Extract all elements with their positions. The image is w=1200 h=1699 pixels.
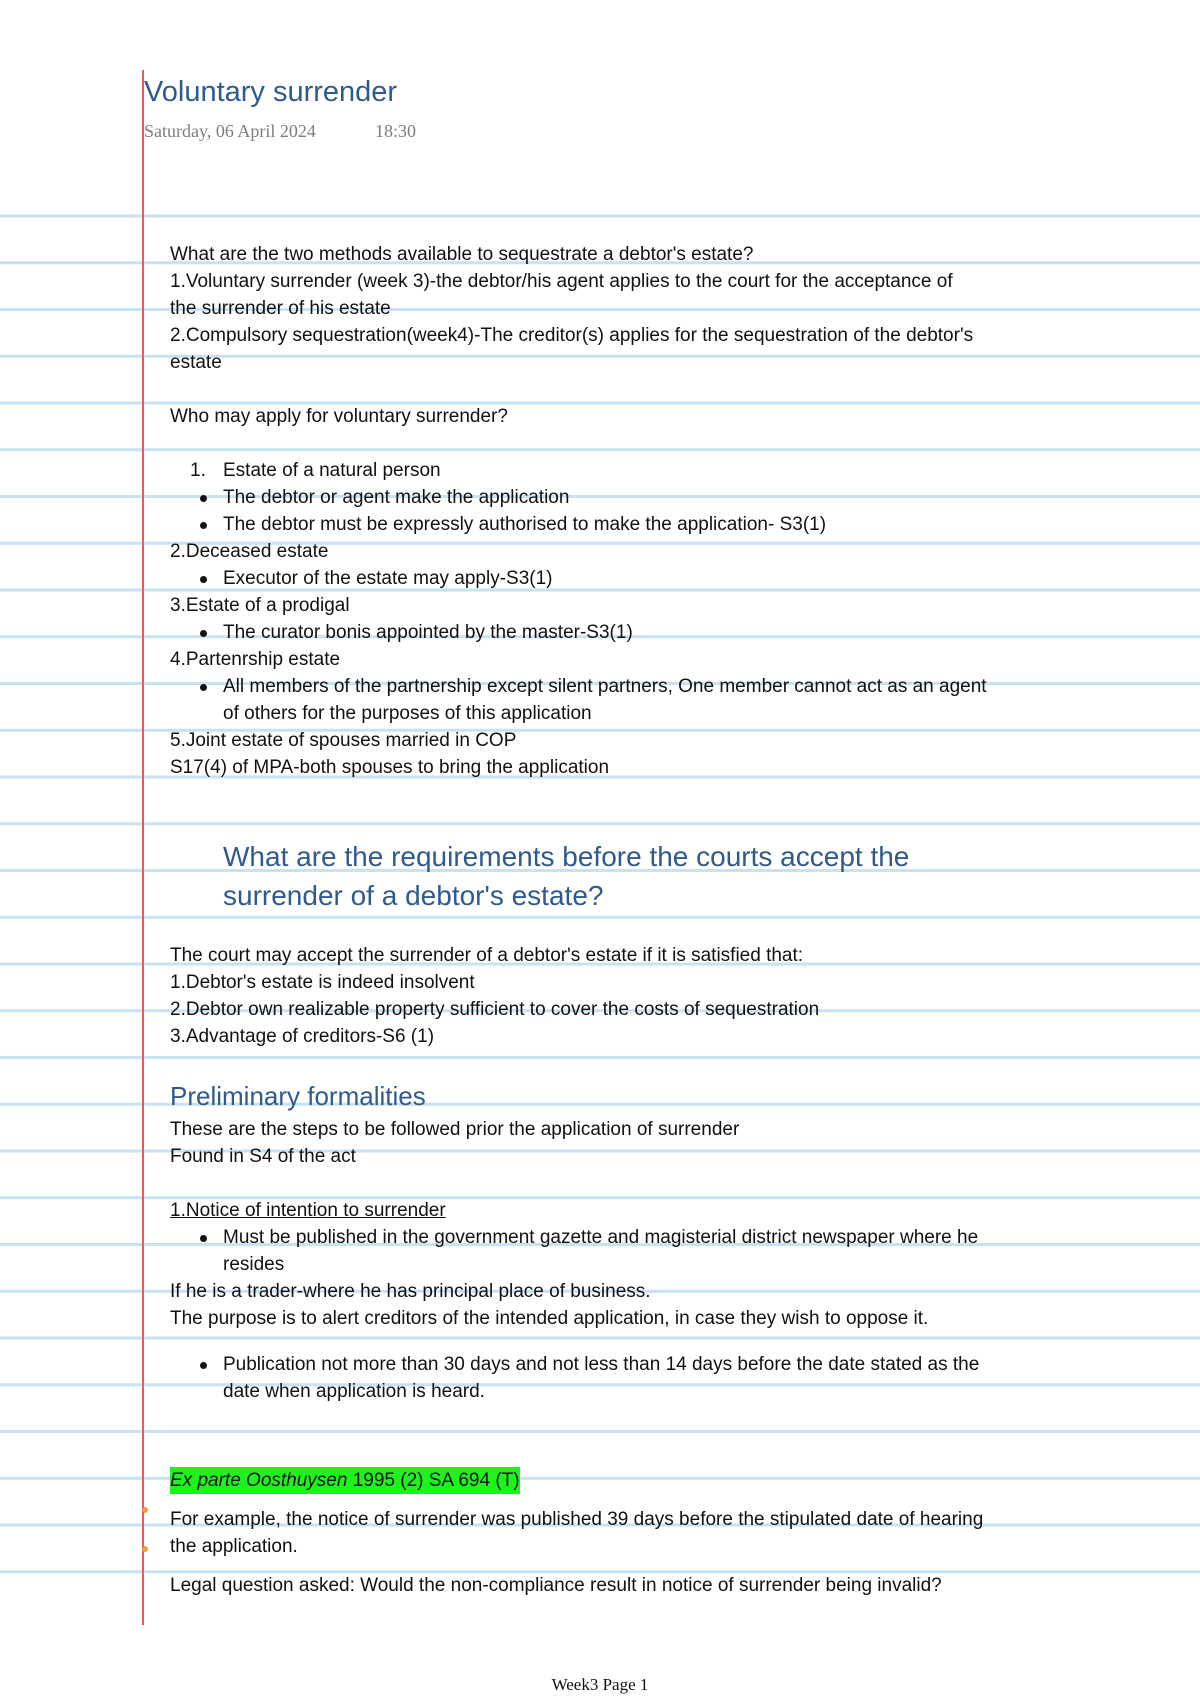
case-citation [170, 1467, 520, 1494]
publication-window-line-2: date when application is heard. [223, 1381, 485, 1402]
example-note-line-2: the application. [170, 1536, 298, 1557]
bullet-icon [200, 1362, 207, 1369]
preliminary-formalities-heading: Preliminary formalities [170, 1081, 426, 1111]
publication-line-2: resides [223, 1254, 285, 1275]
bullet-icon [200, 495, 207, 502]
list-item-natural-person: Estate of a natural person [223, 460, 441, 481]
list-item-curator-bonis: The curator bonis appointed by the master-S3(1) [223, 622, 633, 643]
list-item-deceased-estate: 2.Deceased estate [170, 541, 329, 562]
list-item-prodigal: 3.Estate of a prodigal [170, 595, 350, 616]
trader-note: If he is a trader-where he has principal place of business. [170, 1281, 651, 1302]
requirement-2: 2.Debtor own realizable property sufficient to cover the costs of sequestration [170, 999, 820, 1020]
publication-line-1: Must be published in the government gazette and magisterial district newspaper where he [223, 1227, 979, 1248]
page-title: Voluntary surrender [144, 76, 398, 108]
notebook-margin-line [142, 70, 144, 1625]
list-item-partners-line-2: of others for the purposes of this application [223, 703, 592, 724]
method-2-line-2: estate [170, 352, 222, 373]
bullet-icon [200, 630, 207, 637]
publication-window-line-1: Publication not more than 30 days and not less than 14 days before the date stated as the [223, 1354, 980, 1375]
bullet-icon [200, 576, 207, 583]
list-item-joint-estate: 5.Joint estate of spouses married in COP [170, 730, 517, 751]
bullet-icon [200, 1235, 207, 1242]
requirement-1: 1.Debtor's estate is indeed insolvent [170, 972, 475, 993]
list-item-debtor-or-agent: The debtor or agent make the application [223, 487, 570, 508]
methods-question: What are the two methods available to sequestrate a debtor's estate? [170, 244, 754, 265]
page-date: Saturday, 06 April 2024 [144, 121, 316, 141]
formalities-line-1: These are the steps to be followed prior the application of surrender [170, 1119, 740, 1140]
requirements-heading-line-2: surrender of a debtor's estate? [223, 880, 604, 911]
requirement-3: 3.Advantage of creditors-S6 (1) [170, 1026, 435, 1047]
list-number-1: 1. [190, 460, 206, 481]
example-note-line-1: For example, the notice of surrender was published 39 days before the stipulated date of hearing [170, 1509, 984, 1530]
method-1-line-1: 1.Voluntary surrender (week 3)-the debtor/his agent applies to the court for the acceptance of [170, 271, 953, 292]
page-time: 18:30 [375, 121, 417, 141]
purpose-note: The purpose is to alert creditors of the intended application, in case they wish to oppose it. [170, 1308, 929, 1329]
requirements-heading-line-1: What are the requirements before the courts accept the [223, 841, 910, 872]
formalities-line-2: Found in S4 of the act [170, 1146, 356, 1167]
requirements-intro: The court may accept the surrender of a debtor's estate if it is satisfied that: [170, 945, 804, 966]
mpa-note: S17(4) of MPA-both spouses to bring the application [170, 757, 610, 778]
bullet-icon [200, 522, 207, 529]
case-reference: 1995 (2) SA 694 (T) [347, 1470, 520, 1491]
list-item-partnership: 4.Partenrship estate [170, 649, 341, 670]
who-may-apply-question: Who may apply for voluntary surrender? [170, 406, 508, 427]
legal-question-note: Legal question asked: Would the non-compliance result in notice of surrender being invalid? [170, 1575, 942, 1596]
list-item-expressly-authorised: The debtor must be expressly authorised to make the application- S3(1) [223, 514, 827, 535]
method-2-line-1: 2.Compulsory sequestration(week4)-The creditor(s) applies for the sequestration of the debtor's [170, 325, 974, 346]
bullet-icon [200, 684, 207, 691]
case-name: Ex parte Oosthuysen [170, 1470, 348, 1491]
list-item-partners-line-1: All members of the partnership except silent partners, One member cannot act as an agent [223, 676, 987, 697]
orange-bullet-icon [142, 1546, 148, 1552]
list-item-executor: Executor of the estate may apply-S3(1) [223, 568, 553, 589]
orange-bullet-icon [142, 1507, 148, 1513]
method-1-line-2: the surrender of his estate [170, 298, 391, 319]
notice-of-intention-heading: 1.Notice of intention to surrender [170, 1200, 446, 1221]
page-footer: Week3 Page 1 [551, 1675, 649, 1694]
